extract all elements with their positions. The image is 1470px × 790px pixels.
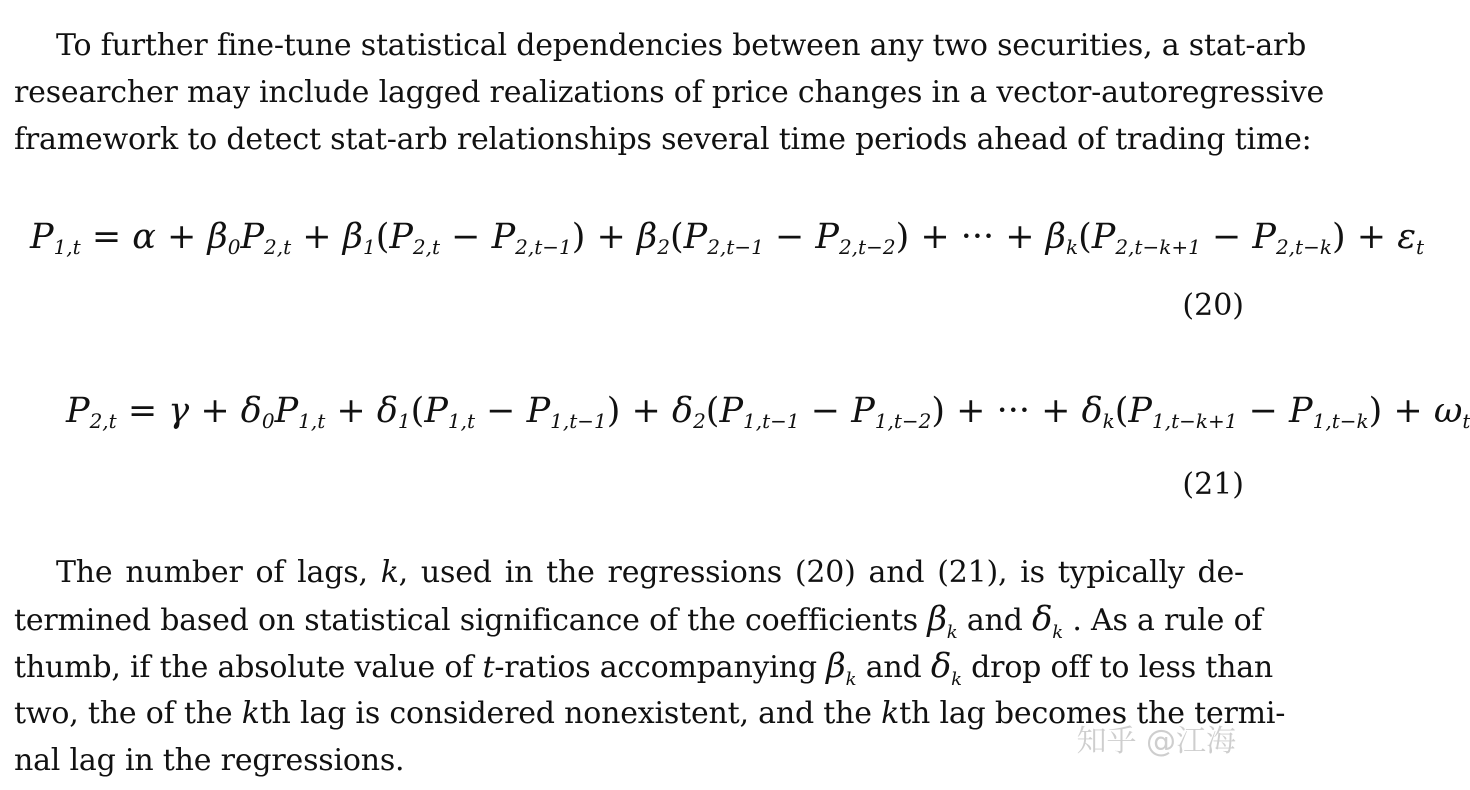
p2l3-b: -ratios accompanying [494, 650, 827, 685]
paragraph2-line1 [56, 549, 1244, 596]
p2l4-k1: k [241, 696, 260, 731]
p2l4-a: two, the of the [14, 696, 242, 731]
paragraph1-line1: To further fine-tune statistical dependencies between any two securities, a stat-arb [56, 28, 1307, 63]
p2l4-c: th lag becomes the termi- [899, 696, 1286, 731]
watermark: 知乎 @江海 [1076, 724, 1236, 759]
paragraph2-line3: thumb, if the absolute value of t-ratios accompanying $\beta_k$ and $\delta_k$ drop off to less than [14, 646, 1274, 690]
p2l1-b: , used in the regressions (20) and (21), is typically de- [398, 555, 1244, 590]
paragraph2-line5: nal lag in the regressions. [14, 743, 405, 778]
p2l1-k: k [380, 555, 399, 590]
equation-20: $P_{1,t} = \alpha + \beta_0P_{2,t} + \beta_1(P_{2,t} - P_{2,t-1}) + \beta_2(P_{2,t-1} - P_{2,t-2})$ + ··· + $\beta_k(P_{2,t-k+1} - P_{2,t-k}) + \varepsilon_t$ [30, 217, 1425, 259]
p2l2-and: and [957, 603, 1032, 638]
p2l2-a: termined based on statistical significance of the coefficients [14, 603, 928, 638]
p2l3-and: and [856, 650, 931, 685]
paragraph1-line3: framework to detect stat-arb relationships several time periods ahead of trading time: [14, 122, 1312, 157]
equation-20-number: (20) [1182, 288, 1244, 323]
p2l4-k2: k [881, 696, 900, 731]
equation-21: $P_{2,t} = \gamma + \delta_0P_{1,t} + \delta_1(P_{1,t} - P_{1,t-1}) + \delta_2(P_{1,t-1} - P_{1,t-2})$ + ··· + $\delta_k(P_{1,t-k+1} - P_{1,t-k}) + \omega_t$ [66, 391, 1470, 433]
p2l4-b: th lag is considered nonexistent, and the [259, 696, 882, 731]
p2l3-t: t [482, 650, 495, 685]
equation-21-number: (21) [1182, 467, 1244, 502]
paragraph2-line2: termined based on statistical significance of the coefficients $\beta_k$ and $\delta_k$ . As a rule of [14, 599, 1263, 643]
p2l2-b: . As a rule of [1063, 603, 1263, 638]
p2l3-c: drop off to less than [961, 650, 1274, 685]
p2l1-a: The number of lags, [56, 555, 381, 590]
p2l3-a: thumb, if the absolute value of [14, 650, 483, 685]
paragraph1-line2: researcher may include lagged realizations of price changes in a vector-autoregressive [14, 75, 1325, 110]
paragraph2-line4 [14, 690, 1286, 737]
